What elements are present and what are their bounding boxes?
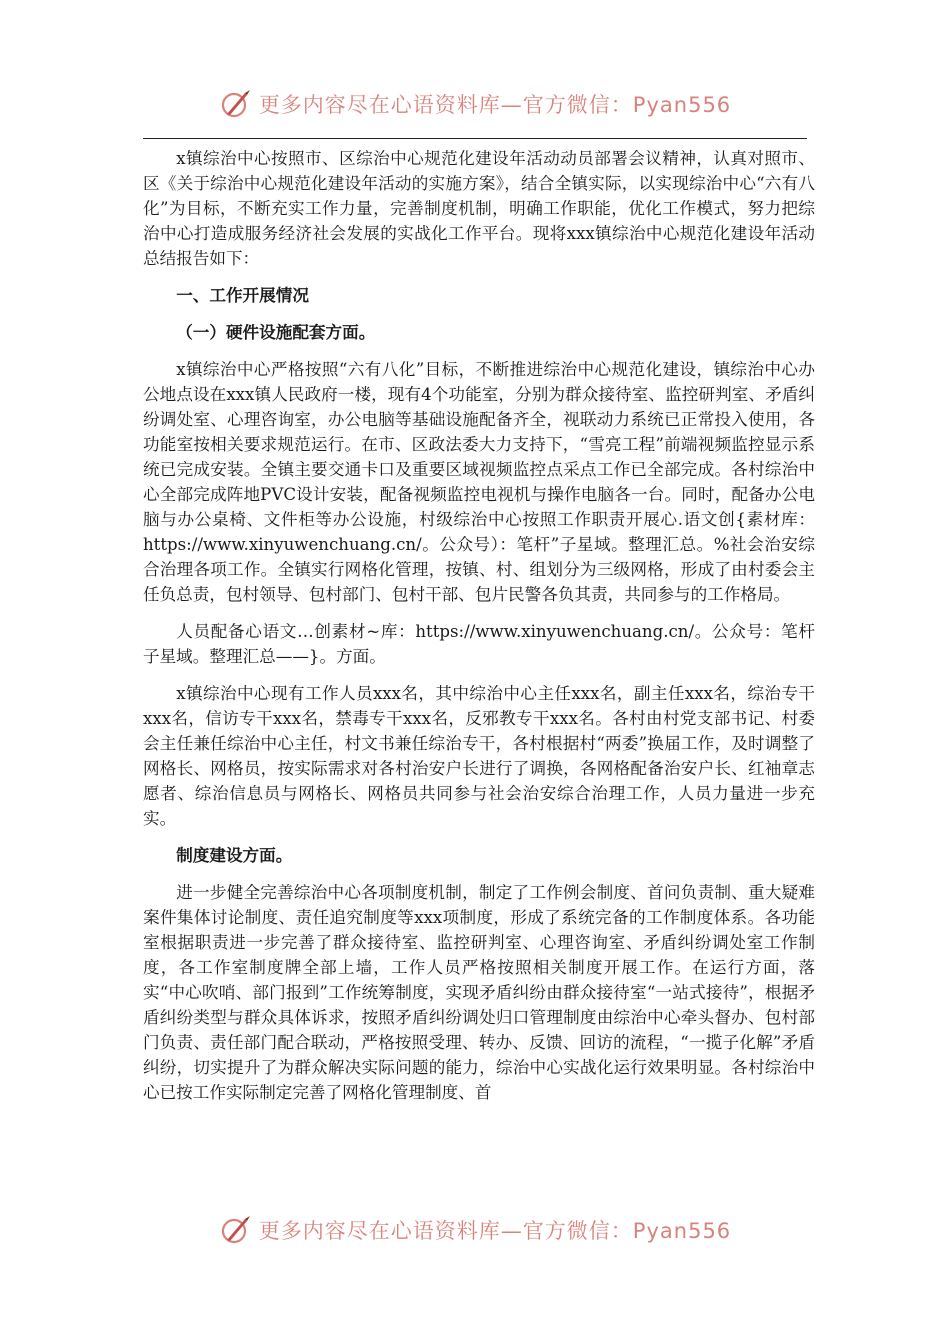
quill-pen-circle-icon [219,87,253,121]
subsection-heading-system: 制度建设方面。 [176,846,293,865]
subsection-heading-hardware: （一）硬件设施配套方面。 [176,323,376,342]
personnel-paragraph: x镇综治中心现有工作人员xxx名，其中综治中心主任xxx名，副主任xxx名，综治专干xxx名，信访专干xxx名，禁毒专干xxx名，反邪教专干xxx名。各村由村党支部书记、村委会主任兼任综治中心主任，村文书兼任综治专干，各村根据村“两委”换届工作，及时调整了网格长、网格员，按实际需求对各村治安户长进行了调换，各网格配备治安户长、红袖章志愿者、综治信息员与网格长、网格员共同参与社会治安综合治理工作，人员力量进一步充实。 [143,684,815,828]
watermark-text: 更多内容尽在心语资料库—官方微信：Pyan556 [258,1219,732,1243]
section-heading-work: 一、工作开展情况 [176,286,309,305]
header-rule [143,138,807,139]
intro-paragraph: x镇综治中心按照市、区综治中心规范化建设年活动动员部署会议精神，认真对照市、区《关于综治中心规范化建设年活动的实施方案》，结合全镇实际，以实现综治中心“六有八化”为目标，不断充实工作力量，完善制度机制，明确工作职能，优化工作模式，努力把综治中心打造成服务经济社会发展的实战化工作平台。现将xxx镇综治中心规范化建设年活动总结报告如下： [143,149,815,268]
quill-pen-circle-icon [219,1213,253,1247]
document-body [143,146,815,1105]
watermark-text: 更多内容尽在心语资料库—官方微信：Pyan556 [258,93,732,117]
hardware-paragraph: x镇综治中心严格按照“六有八化”目标，不断推进综治中心规范化建设，镇综治中心办公地点设在xxx镇人民政府一楼，现有4个功能室，分别为群众接待室、监控研判室、矛盾纠纷调处室、心理咨询室，办公电脑等基础设施配备齐全，视联动力系统已正常投入使用，各功能室按相关要求规范运行。在市、区政法委大力支持下，“雪亮工程”前端视频监控显示系统已完成安装。全镇主要交通卡口及重要区域视频监控点采点工作已全部完成。各村综治中心全部完成阵地PVC设计安装，配备视频监控电视机与操作电脑各一台。同时，配备办公电脑与办公桌椅、文件柜等办公设施，村级综治中心按照工作职责开展心.语文创{素材库：https://www.xinyuwenchuang.cn/。公众号）：笔杆”子星域。整理汇总。%社会治安综合治理各项工作。全镇实行网格化管理，按镇、村、组划分为三级网格，形成了由村委会主任负总责，包村领导、包村部门、包村干部、包片民警各负其责，共同参与的工作格局。 [143,360,815,604]
system-paragraph: 进一步健全完善综治中心各项制度机制，制定了工作例会制度、首问负责制、重大疑难案件集体讨论制度、责任追究制度等xxx项制度，形成了系统完备的工作制度体系。各功能室根据职责进一步完善了群众接待室、监控研判室、心理咨询室、矛盾纠纷调处室工作制度，各工作室制度牌全部上墙，工作人员严格按照相关制度开展工作。在运行方面，落实“中心吹哨、部门报到”工作统筹制度，实现矛盾纠纷由群众接待室“一站式接待”，根据矛盾纠纷类型与群众具体诉求，按照矛盾纠纷调处归口管理制度由综治中心牵头督办、包村部门负责、责任部门配合联动，严格按照受理、转办、反馈、回访的流程，“一揽子化解”矛盾纠纷，切实提升了为群众解决实际问题的能力，综治中心实战化运行效果明显。各村综治中心已按工作实际制定完善了网格化管理制度、首 [143,883,815,1102]
watermark-banner-bottom [0,1210,950,1250]
personnel-heading-paragraph: 人员配备心语文…创素材~库：https://www.xinyuwenchuang.cn/。公众号：笔杆子星域。整理汇总——}。方面。 [143,622,815,666]
watermark-banner-top [0,84,950,124]
